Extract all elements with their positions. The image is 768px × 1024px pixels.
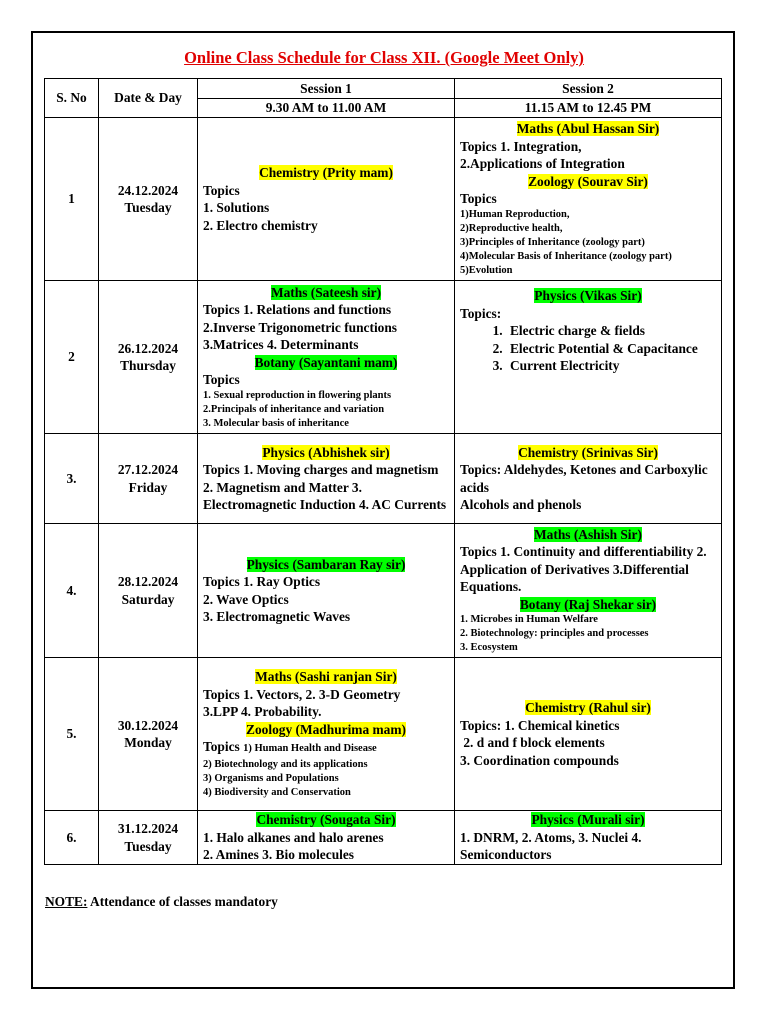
header-date-day: Date & Day bbox=[99, 79, 198, 118]
row-date-day bbox=[99, 118, 198, 281]
row-sno: 6. bbox=[45, 811, 99, 865]
topic-line: Topics 1. Vectors, 2. 3-D Geometry bbox=[203, 686, 401, 702]
topic-line: 1. Halo alkanes and halo arenes bbox=[203, 829, 384, 845]
topic-line: Topics 1. Continuity and differentiability 2. Application of Derivatives 3.Differential Equations. bbox=[460, 544, 707, 595]
teacher-label: Physics (Sambaran Ray sir) bbox=[246, 556, 406, 572]
topic-line: 2. Electro chemistry bbox=[203, 217, 318, 233]
row-sno: 1 bbox=[45, 118, 99, 281]
topic-line: 2. Wave Optics bbox=[203, 591, 289, 607]
topic-line: 3. Molecular basis of inheritance bbox=[203, 417, 349, 429]
teacher-label: Chemistry (Srinivas Sir) bbox=[518, 444, 658, 460]
topic-line: 1. Sexual reproduction in flowering plants bbox=[203, 389, 392, 401]
topic-line: Topics 1. Relations and functions bbox=[203, 302, 392, 317]
table-row bbox=[45, 281, 722, 434]
topic-line: Topics: Aldehydes, Ketones and Carboxylic acids bbox=[460, 462, 708, 495]
topic-line: 3)Principles of Inheritance (zoology part) bbox=[460, 236, 645, 248]
teacher-label: Chemistry (Sougata Sir) bbox=[256, 812, 396, 828]
header-session1-time: 9.30 AM to 11.00 AM bbox=[198, 99, 455, 118]
table-row bbox=[45, 658, 722, 811]
row-date: 31.12.2024 bbox=[117, 821, 179, 836]
topic-heading: Topics bbox=[203, 739, 240, 755]
session1-cell bbox=[198, 524, 455, 658]
table-row bbox=[45, 434, 722, 524]
schedule-table bbox=[44, 78, 722, 865]
topic-line: 2. Amines 3. Bio molecules bbox=[203, 847, 355, 863]
topic-line: 2. d and f block elements bbox=[460, 735, 605, 750]
session2-cell bbox=[455, 118, 722, 281]
row-sno: 2 bbox=[45, 281, 99, 434]
teacher-label: Chemistry (Prity mam) bbox=[259, 165, 393, 180]
topic-line: 4) Biodiversity and Conservation bbox=[203, 786, 351, 798]
session2-cell bbox=[455, 658, 722, 811]
teacher-label: Physics (Vikas Sir) bbox=[534, 288, 642, 303]
topic-line: 2.Inverse Trigonometric functions bbox=[203, 319, 398, 335]
topic-line: 1. Solutions bbox=[203, 200, 270, 215]
topic-line: Alcohols and phenols bbox=[460, 497, 582, 512]
topic-list bbox=[460, 322, 716, 375]
table-row bbox=[45, 118, 722, 281]
row-sno: 3. bbox=[45, 434, 99, 524]
row-date-day bbox=[99, 811, 198, 865]
topic-line: 2.Applications of Integration bbox=[460, 156, 625, 172]
session1-cell bbox=[198, 811, 455, 865]
topic-line: Topics 1. Ray Optics bbox=[203, 574, 321, 589]
teacher-label: Maths (Abul Hassan Sir) bbox=[516, 121, 660, 137]
row-date: 26.12.2024 bbox=[117, 340, 179, 356]
topic-line: Topics: 1. Chemical kinetics bbox=[460, 717, 620, 733]
topic-line: 5)Evolution bbox=[460, 264, 513, 276]
row-date-day bbox=[99, 524, 198, 658]
topic-line: 2. Biotechnology: principles and processes bbox=[460, 628, 649, 640]
topic-line: 3. Coordination compounds bbox=[460, 752, 619, 768]
session1-cell bbox=[198, 281, 455, 434]
teacher-label: Maths (Sashi ranjan Sir) bbox=[255, 669, 397, 685]
teacher-label: Botany (Raj Shekar sir) bbox=[519, 596, 657, 612]
row-day: Monday bbox=[124, 735, 172, 750]
note-label: NOTE: bbox=[45, 894, 88, 909]
row-day: Saturday bbox=[121, 591, 175, 607]
teacher-label: Zoology (Sourav Sir) bbox=[528, 173, 648, 189]
page-title: Online Class Schedule for Class XII. (Google Meet Only) bbox=[184, 48, 584, 67]
row-date-day bbox=[99, 658, 198, 811]
topic-line: 1. Microbes in Human Welfare bbox=[460, 614, 598, 626]
teacher-label: Maths (Ashish Sir) bbox=[534, 526, 642, 542]
topic-line: 3. Electromagnetic Waves bbox=[203, 609, 351, 624]
topic-line: Topics 1. Integration, bbox=[460, 138, 582, 154]
topic-line: 1)Human Reproduction, bbox=[460, 208, 570, 220]
session1-cell bbox=[198, 658, 455, 811]
row-date: 28.12.2024 bbox=[117, 574, 179, 589]
topic-line: Topics bbox=[203, 182, 240, 198]
teacher-label: Zoology (Madhurima mam) bbox=[246, 721, 406, 737]
topic-line: 4)Molecular Basis of Inheritance (zoology part) bbox=[460, 250, 672, 262]
topic-line: 2) Biotechnology and its applications bbox=[203, 758, 368, 770]
topic-line: 3. Ecosystem bbox=[460, 642, 518, 654]
row-date: 30.12.2024 bbox=[117, 717, 179, 733]
session1-cell bbox=[198, 118, 455, 281]
session2-cell bbox=[455, 281, 722, 434]
session2-cell bbox=[455, 811, 722, 865]
teacher-label: Chemistry (Rahul sir) bbox=[525, 700, 651, 715]
table-row bbox=[45, 811, 722, 865]
row-date: 24.12.2024 bbox=[117, 182, 179, 198]
teacher-label: Maths (Sateesh sir) bbox=[270, 284, 382, 300]
topic-heading: Topics: bbox=[460, 305, 502, 321]
row-date-day bbox=[99, 281, 198, 434]
teacher-label: Physics (Abhishek sir) bbox=[262, 444, 390, 460]
note-text: Attendance of classes mandatory bbox=[87, 894, 278, 909]
note bbox=[45, 894, 278, 910]
teacher-label: Physics (Murali sir) bbox=[531, 812, 645, 828]
row-date-day bbox=[99, 434, 198, 524]
topic-line: 1. DNRM, 2. Atoms, 3. Nuclei 4. Semiconductors bbox=[460, 829, 642, 863]
topic-line: 3) Organisms and Populations bbox=[203, 772, 339, 784]
row-day: Thursday bbox=[120, 358, 176, 373]
list-item: 1. Electric charge & fields bbox=[506, 322, 716, 340]
row-sno: 4. bbox=[45, 524, 99, 658]
row-day: Friday bbox=[128, 479, 168, 495]
session2-cell bbox=[455, 434, 722, 524]
topic-line: 3.Matrices 4. Determinants bbox=[203, 337, 359, 352]
row-date: 27.12.2024 bbox=[117, 462, 179, 477]
list-item: 2. Electric Potential & Capacitance bbox=[506, 340, 716, 358]
row-day: Tuesday bbox=[124, 200, 172, 215]
header-session2: Session 2 bbox=[455, 79, 722, 99]
topic-line: Topics 1. Moving charges and magnetism 2. Magnetism and Matter 3. Electromagnetic Induction 4. AC Currents bbox=[203, 462, 447, 512]
session2-cell bbox=[455, 524, 722, 658]
topic-heading: Topics bbox=[203, 372, 240, 387]
row-sno: 5. bbox=[45, 658, 99, 811]
list-item: 3. Current Electricity bbox=[506, 357, 716, 375]
header-sno: S. No bbox=[45, 79, 99, 118]
topic-line: 2.Principals of inheritance and variation bbox=[203, 403, 385, 415]
topic-heading: Topics bbox=[460, 191, 497, 207]
topic-line: 2)Reproductive health, bbox=[460, 222, 563, 234]
session1-cell bbox=[198, 434, 455, 524]
table-row bbox=[45, 524, 722, 658]
header-session1: Session 1 bbox=[198, 79, 455, 99]
topic-line: 3.LPP 4. Probability. bbox=[203, 704, 322, 720]
topic-line: 1) Human Health and Disease bbox=[243, 743, 377, 755]
header-session2-time: 11.15 AM to 12.45 PM bbox=[455, 99, 722, 118]
row-day: Tuesday bbox=[124, 838, 172, 854]
teacher-label: Botany (Sayantani mam) bbox=[254, 354, 398, 370]
